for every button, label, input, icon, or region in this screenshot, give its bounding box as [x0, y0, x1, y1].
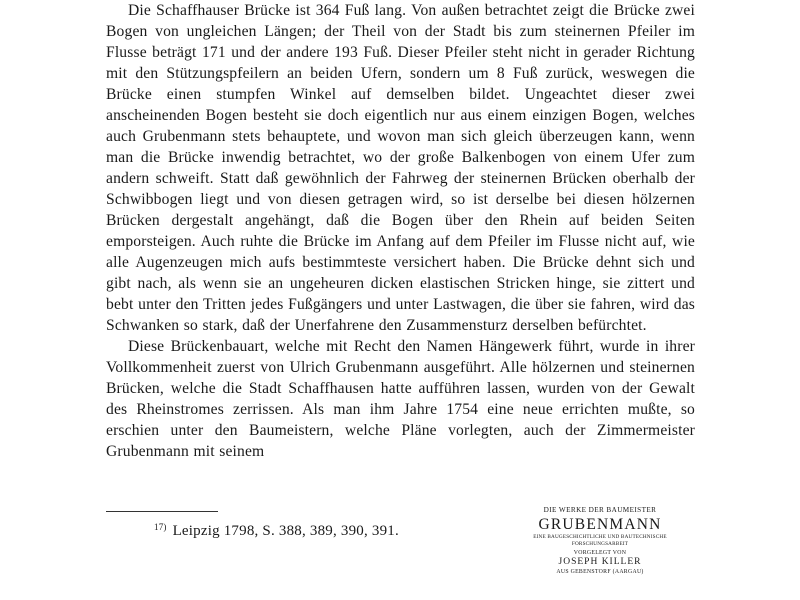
body-text: [106, 0, 695, 462]
stamp-place: AUS GEBENSTORF (AARGAU): [556, 568, 644, 575]
footnote-text: Leipzig 1798, S. 388, 389, 390, 391.: [172, 523, 399, 539]
stamp-subtitle-1: EINE BAUGESCHICHTLICHE UND BAUTECHNISCHE: [533, 533, 667, 540]
footnote: [154, 517, 399, 541]
stamp-series: DIE WERKE DER BAUMEISTER: [543, 506, 657, 514]
book-stamp: [532, 507, 668, 575]
paragraph-2: Diese Brückenbauart, welche mit Recht den Namen Hängewerk führt, wurde in ihrer Vollkommenheit zuerst von Ulrich Grubenmann ausgeführt. Alle hölzernen und steinernen Brücken, welche die Stadt Schaffhausen hatte aufführen lassen, wurden von der Gewalt des Rheinstromes zerrissen. Als man ihm Jahre 1754 eine neue errichten mußte, so erschien unter den Baumeistern, welche Pläne vorlegten, auch der Zimmermeister Grubenmann mit seinem: [106, 338, 695, 460]
stamp-author: JOSEPH KILLER: [558, 556, 642, 567]
stamp-name: GRUBENMANN: [538, 515, 662, 533]
stamp-subtitle-2: FORSCHUNGSARBEIT: [571, 541, 629, 548]
footnote-marker: 17): [154, 522, 167, 532]
footnote-rule: [106, 511, 218, 512]
paragraph-1: Die Schaffhauser Brücke ist 364 Fuß lang. Von außen betrachtet zeigt die Brücke zwei Bogen von ungleichen Längen; der Theil von der Stadt bis zum steinernen Pfeiler im Flusse beträgt 171 und der andere 193 Fuß. Dieser Pfeiler steht nicht in gerader Richtung mit den Stützungspfeilern an beiden Ufern, sondern um 8 Fuß zurück, weswegen die Brücke einen stumpfen Winkel auf demselben bildet. Ungeachtet dieser zwei anscheinenden Bogen besteht sie doch eigentlich nur aus einem einzigen Bogen, welches auch Grubenmann stets behauptete, und wovon man sich gleich überzeugen kann, wenn man die Brücke inwendig betrachtet, wo der große Balkenbogen von einem Ufer zum andern schweift. Statt daß gewöhnlich der Fahrweg der steinernen Brücken oberhalb der Schwibbogen liegt und von diesen getragen wird, so ist derselbe bei diesen hölzernen Brücken dergestalt angehängt, daß die Bogen über den Rhein auf beiden Seiten emporsteigen. Auch ruhte die Brücke im Anfang auf dem Pfeiler im Flusse nicht auf, wie alle Augenzeugen mich aufs bestimmteste versichert haben. Die Brücke dehnt sich und gibt nach, als wenn sie an ungeheuren dicken elastischen Stricken hinge, sie zittert und bebt unter den Tritten jedes Fußgängers und unter Lastwagen, die über sie fahren, wird das Schwanken so stark, daß der Unerfahrene den Zusammensturz derselben befürchtet.: [106, 2, 695, 334]
stamp-presented-by: VORGELEGT VON: [573, 549, 627, 556]
